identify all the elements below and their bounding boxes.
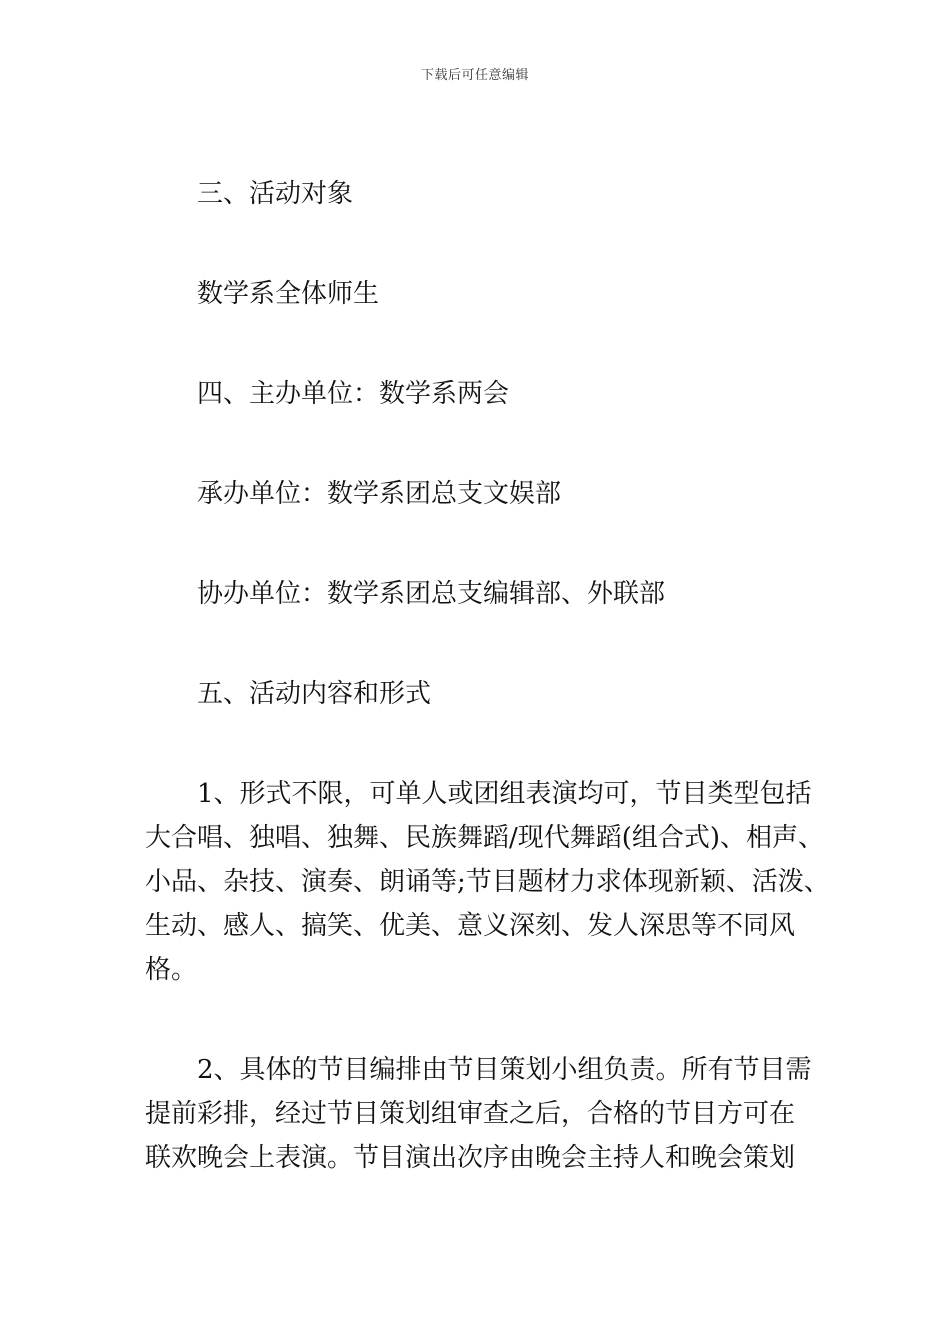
section-4-title: 四、主办单位：数学系两会 — [197, 379, 510, 409]
paragraph-1-line: 格。 — [145, 955, 198, 985]
paragraph-1-line: 生动、感人、搞笑、优美、意义深刻、发人深思等不同风 — [145, 911, 796, 941]
paragraph-1-line: 小品、杂技、演奏、朗诵等;节目题材力求体现新颖、活泼、 — [145, 867, 830, 897]
paragraph-2-line: 提前彩排，经过节目策划组审查之后，合格的节目方可在 — [145, 1099, 796, 1129]
section-5-title: 五、活动内容和形式 — [197, 679, 432, 709]
section-3-title: 三、活动对象 — [197, 179, 354, 209]
page-header: 下载后可任意编辑 — [420, 68, 529, 83]
section-4-host-unit: 承办单位：数学系团总支文娱部 — [197, 479, 562, 509]
section-3-body: 数学系全体师生 — [197, 279, 380, 309]
paragraph-1-line: 1、形式不限，可单人或团组表演均可，节目类型包括 — [197, 779, 812, 809]
paragraph-1 — [145, 772, 830, 992]
document-body — [145, 172, 830, 1236]
paragraph-1-line: 大合唱、独唱、独舞、民族舞蹈/现代舞蹈(组合式)、相声、 — [145, 823, 825, 853]
section-4-cohost-unit: 协办单位：数学系团总支编辑部、外联部 — [197, 579, 666, 609]
paragraph-2-line: 2、具体的节目编排由节目策划小组负责。所有节目需 — [197, 1055, 812, 1085]
paragraph-2-line: 联欢晚会上表演。节目演出次序由晚会主持人和晚会策划 — [145, 1143, 796, 1173]
paragraph-2 — [145, 1048, 815, 1180]
